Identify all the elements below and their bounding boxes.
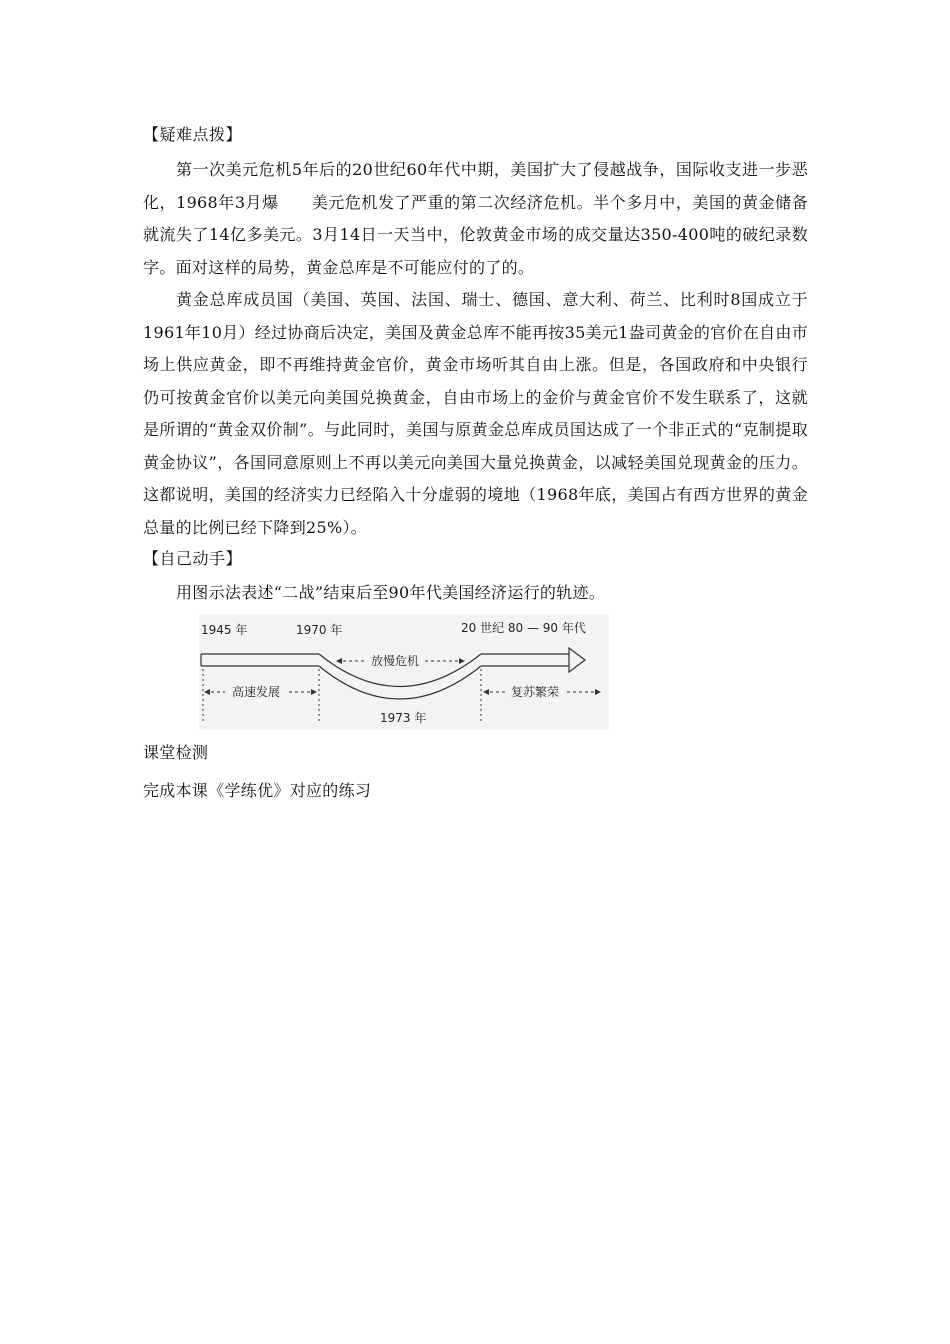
label-1970: 1970 年 [296, 623, 343, 637]
slow-arrowhead-left [336, 658, 342, 664]
band-arrow-head [569, 648, 585, 672]
section-heading-hands-on: 【自己动手】 [143, 549, 243, 568]
section-heading-class-check: 课堂检测 [143, 743, 209, 762]
recovery-arrowhead-left [483, 689, 489, 695]
class-check-text: 完成本课《学练优》对应的练习 [143, 781, 372, 800]
fast-arrowhead-right [311, 689, 317, 695]
recovery-arrowhead-right [595, 689, 601, 695]
economy-trajectory-diagram [199, 614, 609, 730]
hands-on-task: 用图示法表述“二战”结束后至90年代美国经济运行的轨迹。 [176, 583, 606, 602]
label-recovery: 复苏繁荣 [511, 685, 560, 699]
paragraph-dollar-crisis: 第一次美元危机5年后的20世纪60年代中期，美国扩大了侵越战争，国际收支进一步恶化，1968年3月爆 美元危机发了严重的第二次经济危机。半个多月中，美国的黄金储备就流失了14亿多美元。3月14日一天当中，伦敦黄金市场的成交量达350-400吨的破纪录数字。面对这样的局势，黄金总库是不可能应付的了的。 [143, 160, 808, 277]
label-slowdown: 放慢危机 [371, 654, 420, 668]
label-1973: 1973 年 [380, 711, 427, 725]
document-content [143, 122, 808, 806]
label-1945: 1945 年 [201, 623, 248, 637]
label-8090: 20 世纪 80 — 90 年代 [461, 621, 586, 635]
fast-arrowhead-left [204, 689, 210, 695]
section-heading-difficulty: 【疑难点拨】 [143, 125, 243, 144]
label-fast-development: 高速发展 [232, 685, 281, 699]
slow-arrowhead-right [459, 658, 465, 664]
paragraph-gold-pool: 黄金总库成员国（美国、英国、法国、瑞士、德国、意大利、荷兰、比利时8国成立于1961年10月）经过协商后决定，美国及黄金总库不能再按35美元1盎司黄金的官价在自由市场上供应黄金，即不再维持黄金官价，黄金市场听其自由上涨。但是，各国政府和中央银行仍可按黄金官价以美元向美国兑换黄金，自由市场上的金价与黄金官价不发生联系了，这就是所谓的“黄金双价制”。与此同时，美国与原黄金总库成员国达成了一个非正式的“克制提取黄金协议”，各国同意原则上不再以美元向美国大量兑换黄金，以减轻美国兑现黄金的压力。这都说明，美国的经济实力已经陷入十分虚弱的境地（1968年底，美国占有西方世界的黄金总量的比例已经下降到25%）。 [143, 290, 808, 537]
